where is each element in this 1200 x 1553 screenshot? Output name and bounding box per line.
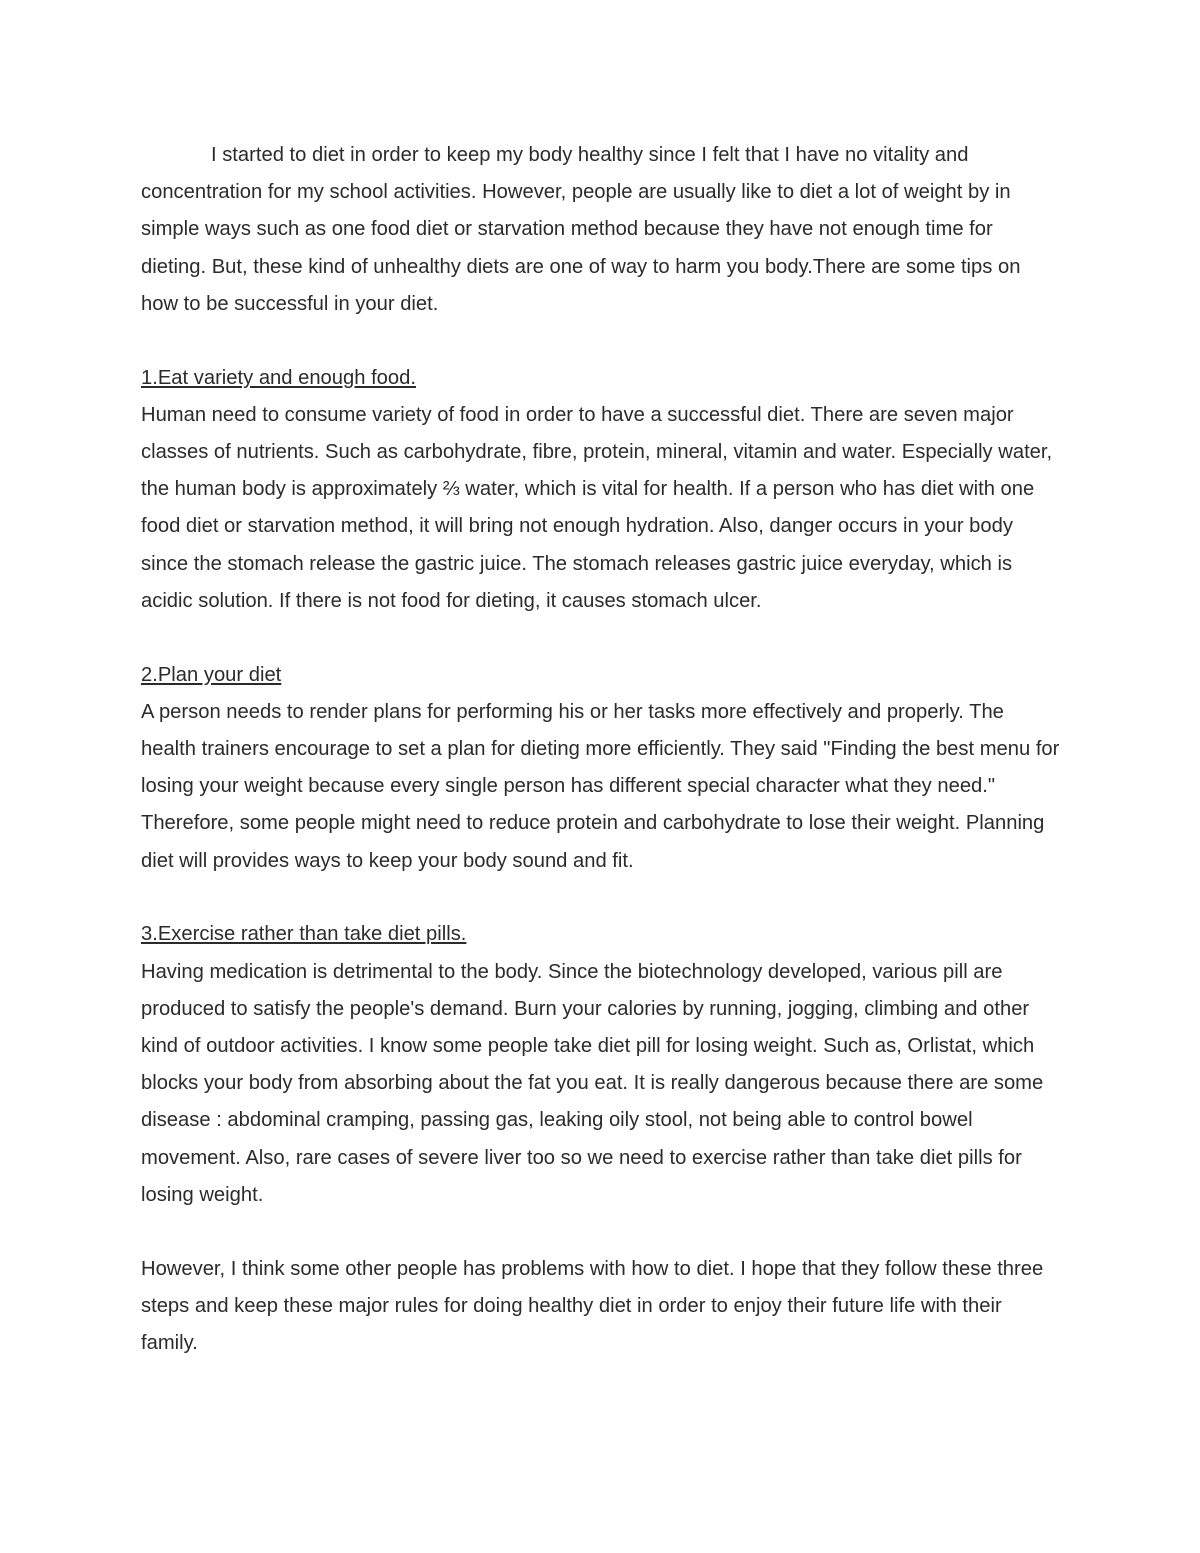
paragraph-gap [141, 1214, 1061, 1251]
section-2-body: A person needs to render plans for performing his or her tasks more effectively and properly. The health trainers encourage to set a plan for dieting more efficiently. They said "Finding the best menu for losing your weight because every single person has different special character what they need." Therefore, some people might need to reduce protein and carbohydrate to lose their weight. Planning diet will provides ways to keep your body sound and fit. [141, 700, 1060, 872]
intro-paragraph: I started to diet in order to keep my body healthy since I felt that I have no vitality and concentration for my school activities. However, people are usually like to diet a lot of weight by in simple ways such as one food diet or starvation method because they have not enough time for dieting. But, these kind of unhealthy diets are one of way to harm you body.There are some tips on how to be successful in your diet. [141, 144, 1021, 315]
section-3-heading: 3.Exercise rather than take diet pills. [141, 923, 467, 946]
document-body [141, 137, 1061, 1362]
paragraph-gap [141, 620, 1061, 657]
paragraph-gap [141, 323, 1061, 360]
section-1-heading: 1.Eat variety and enough food. [141, 366, 416, 389]
section-3-body: Having medication is detrimental to the body. Since the biotechnology developed, various pill are produced to satisfy the people's demand. Burn your calories by running, jogging, climbing and other kind of outdoor activities. I know some people take diet pill for losing weight. Such as, Orlistat, which blocks your body from absorbing about the fat you eat. It is really dangerous because there are some disease : abdominal cramping, passing gas, leaking oily stool, not being able to control bowel movement. Also, rare cases of severe liver too so we need to exercise rather than take diet pills for losing weight. [141, 960, 1044, 1206]
conclusion-paragraph: However, I think some other people has problems with how to diet. I hope that they follow these three steps and keep these major rules for doing healthy diet in order to enjoy their future life with their family. [141, 1257, 1044, 1355]
section-1-body: Human need to consume variety of food in order to have a successful diet. There are seven major classes of nutrients. Such as carbohydrate, fibre, protein, mineral, vitamin and water. Especially water, the human body is approximately ⅔ water, which is vital for health. If a person who has diet with one food diet or starvation method, it will bring not enough hydration. Also, danger occurs in your body since the stomach release the gastric juice. The stomach releases gastric juice everyday, which is acidic solution. If there is not food for dieting, it causes stomach ulcer. [141, 403, 1053, 612]
section-2-heading: 2.Plan your diet [141, 663, 282, 686]
paragraph-gap [141, 880, 1061, 917]
